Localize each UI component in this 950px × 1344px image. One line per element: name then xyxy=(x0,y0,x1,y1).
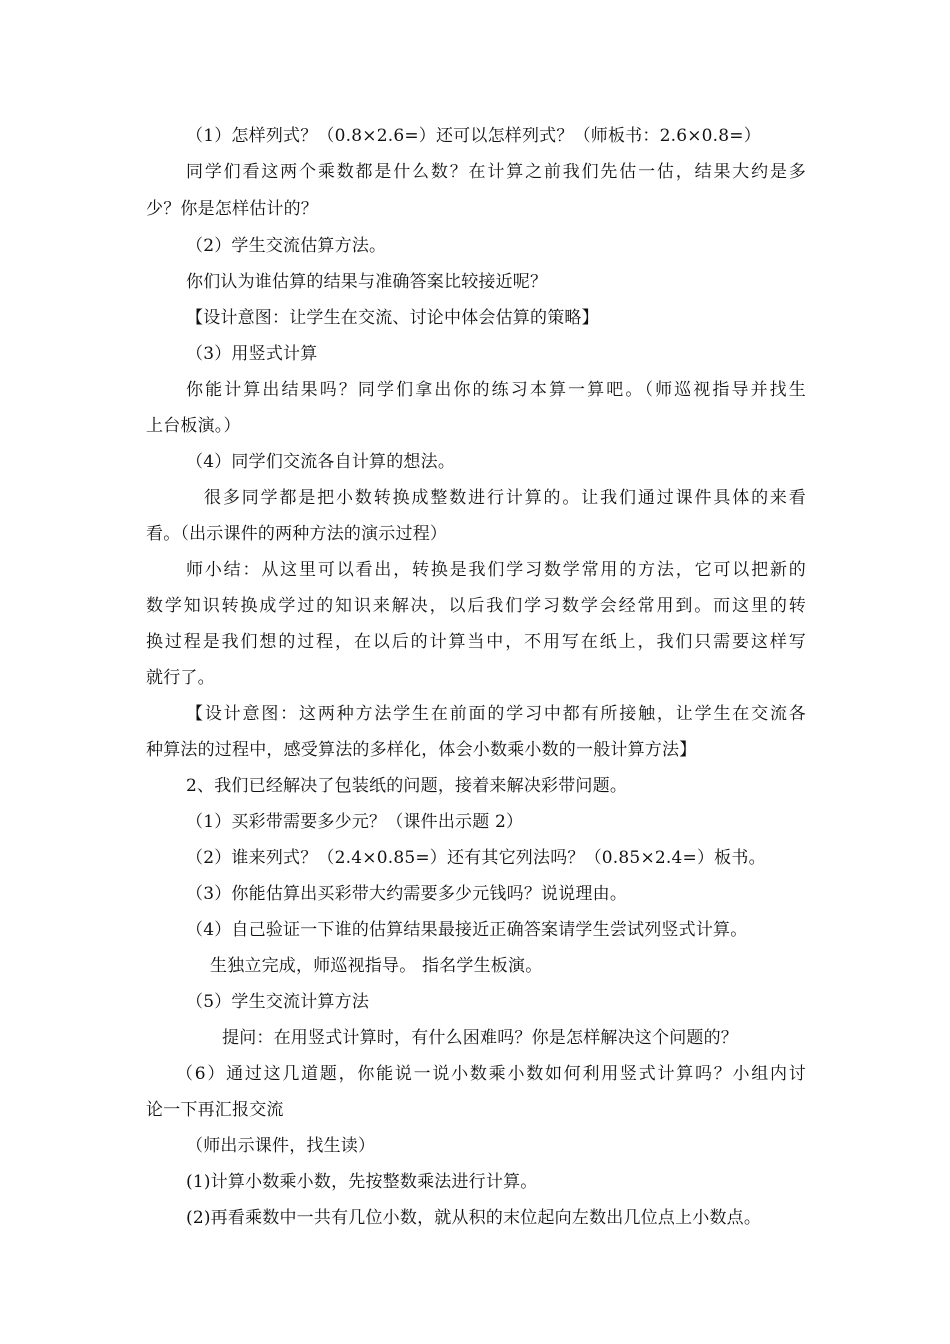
paragraph-line: 【设计意图：让学生在交流、讨论中体会估算的策略】 xyxy=(186,308,599,328)
paragraph-line: （2）谁来列式？（2.4×0.85=）还有其它列法吗？（0.85×2.4=）板书。 xyxy=(186,848,766,868)
paragraph-line: 看。（出示课件的两种方法的演示过程） xyxy=(146,524,448,544)
paragraph-line: （3）你能估算出买彩带大约需要多少元钱吗？说说理由。 xyxy=(186,884,628,904)
paragraph-line: 少？你是怎样估计的？ xyxy=(146,199,318,219)
paragraph-line: 很多同学都是把小数转换成整数进行计算的。让我们通过课件具体的来看 xyxy=(204,488,806,508)
paragraph-line: 就行了。 xyxy=(146,668,215,688)
paragraph-line: 论一下再汇报交流 xyxy=(146,1100,284,1120)
paragraph-line: （4）自己验证一下谁的估算结果最接近正确答案请学生尝试列竖式计算。 xyxy=(186,920,748,940)
paragraph-line: 提问：在用竖式计算时，有什么困难吗？你是怎样解决这个问题的？ xyxy=(222,1028,738,1048)
paragraph-line: 换过程是我们想的过程，在以后的计算当中，不用写在纸上，我们只需要这样写 xyxy=(146,632,806,652)
paragraph-line: (1)计算小数乘小数，先按整数乘法进行计算。 xyxy=(186,1172,538,1192)
paragraph-line: 生独立完成，师巡视指导。 指名学生板演。 xyxy=(210,956,543,976)
paragraph-line: 你们认为谁估算的结果与准确答案比较接近呢？ xyxy=(186,272,548,292)
paragraph-line: (2)再看乘数中一共有几位小数，就从积的末位起向左数出几位点上小数点。 xyxy=(186,1208,762,1228)
paragraph-line: 师小结：从这里可以看出，转换是我们学习数学常用的方法，它可以把新的 xyxy=(186,560,806,580)
paragraph-line: （3）用竖式计算 xyxy=(186,344,318,364)
paragraph-line: 同学们看这两个乘数都是什么数？在计算之前我们先估一估，结果大约是多 xyxy=(186,162,806,182)
paragraph-line: 上台板演。） xyxy=(146,416,241,436)
paragraph-line: 【设计意图：这两种方法学生在前面的学习中都有所接触，让学生在交流各 xyxy=(186,704,806,724)
paragraph-line: （5）学生交流计算方法 xyxy=(186,992,370,1012)
paragraph-line: （1）买彩带需要多少元？（课件出示题 2） xyxy=(186,812,524,832)
paragraph-line: （6）通过这几道题，你能说一说小数乘小数如何利用竖式计算吗？小组内讨 xyxy=(176,1064,806,1084)
paragraph-line: 2、我们已经解决了包装纸的问题，接着来解决彩带问题。 xyxy=(186,776,628,796)
paragraph-line: 种算法的过程中，感受算法的多样化，体会小数乘小数的一般计算方法】 xyxy=(146,740,697,760)
paragraph-line: （1）怎样列式？（0.8×2.6=）还可以怎样列式？（师板书：2.6×0.8=） xyxy=(186,126,761,146)
paragraph-line: 你能计算出结果吗？同学们拿出你的练习本算一算吧。（师巡视指导并找生 xyxy=(186,380,806,400)
paragraph-line: （师出示课件，找生读） xyxy=(186,1136,376,1156)
paragraph-line: （2）学生交流估算方法。 xyxy=(186,236,387,256)
paragraph-line: （4）同学们交流各自计算的想法。 xyxy=(186,452,456,472)
paragraph-line: 数学知识转换成学过的知识来解决，以后我们学习数学会经常用到。而这里的转 xyxy=(146,596,806,616)
